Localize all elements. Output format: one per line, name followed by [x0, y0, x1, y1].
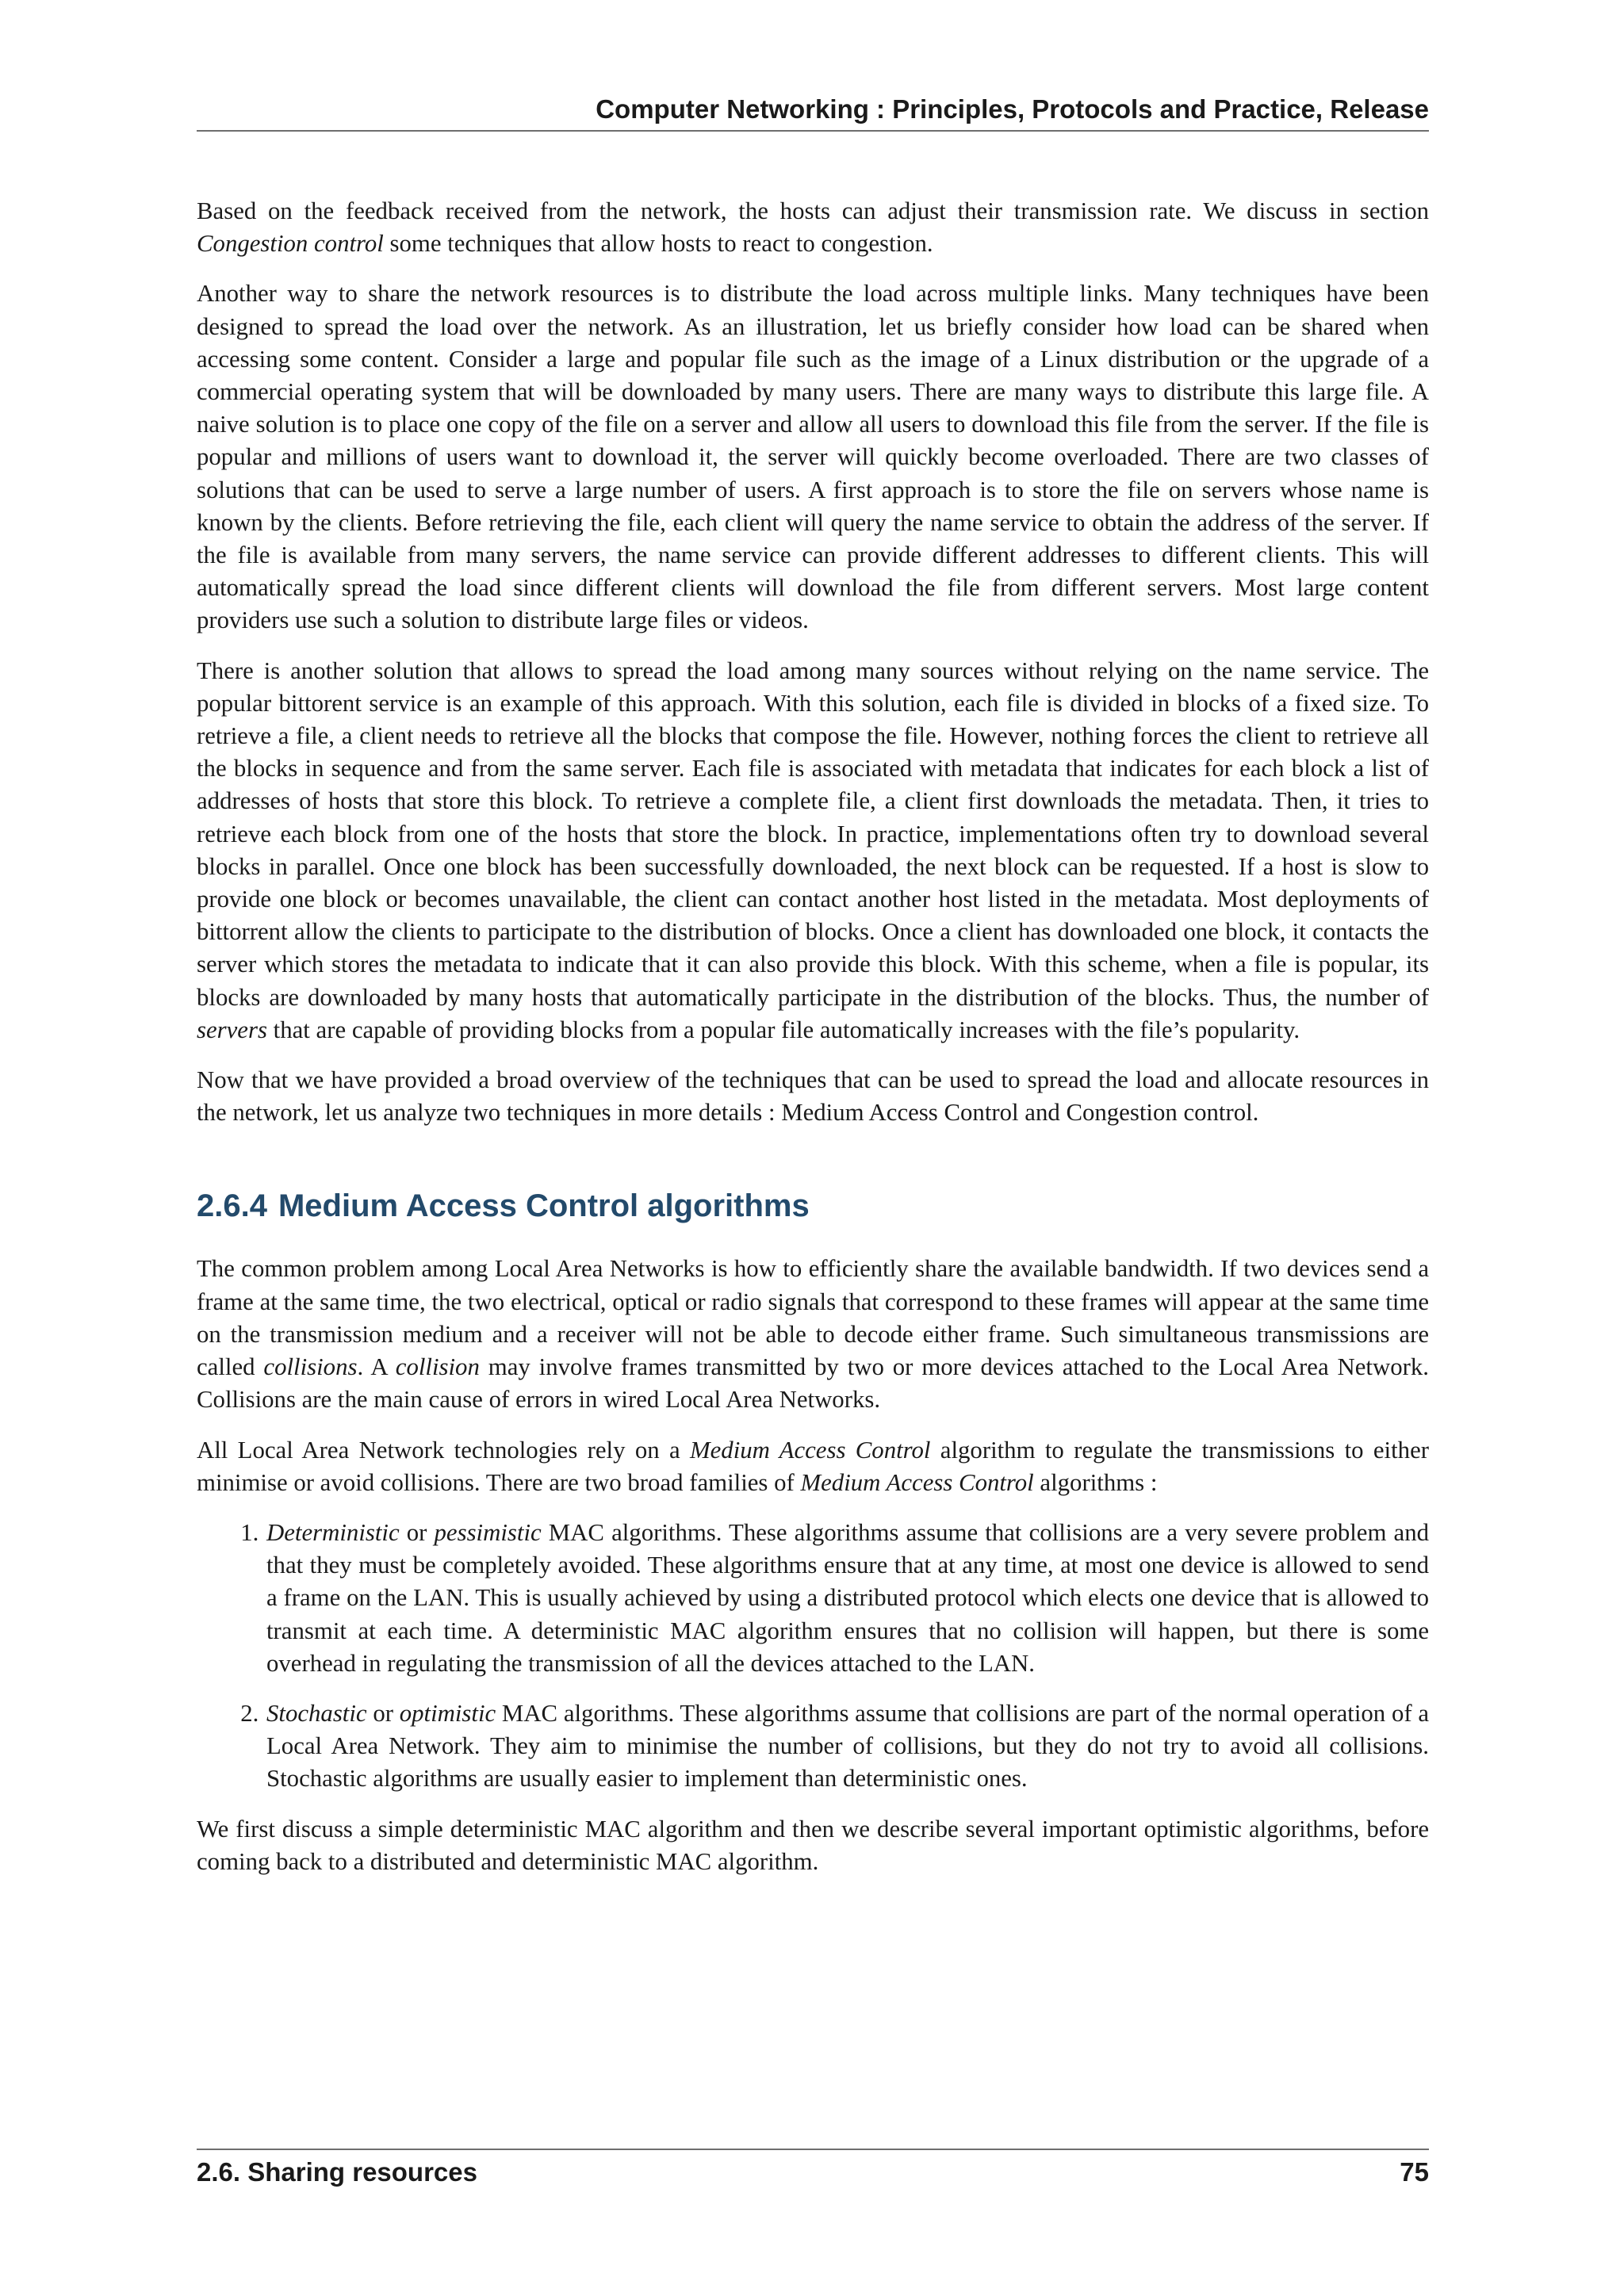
paragraph-lan-problem [197, 1253, 1429, 1416]
text: . A [357, 1353, 396, 1381]
list-item [265, 1697, 1429, 1796]
text: or [366, 1699, 400, 1727]
emphasis: pessimistic [434, 1518, 542, 1546]
text: Based on the feedback received from the network, the hosts can adjust their transmission rate. We discuss in section [197, 197, 1429, 224]
footer-section: 2.6. Sharing resources [197, 2157, 477, 2187]
page-body [197, 195, 1429, 1896]
page-number: 75 [1400, 2157, 1429, 2187]
paragraph-feedback [197, 195, 1429, 260]
paragraph-overview: Now that we have provided a broad overview of the techniques that can be used to spread the load and allocate resources in the network, let us analyze two techniques in more details : Medium Access Control and Congestion control. [197, 1066, 1429, 1127]
list-item [265, 1517, 1429, 1680]
paragraph-load-distribution: Another way to share the network resources is to distribute the load across multiple links. Many techniques have been designed to spread the load over the network. As an illustration, let us briefly consider how load can be shared when accessing some content. Consider a large and popular file such as the image of a Linux distribution or the upgrade of a commercial operating system that will be downloaded by many users. There are many ways to distribute this large file. A naive solution is to place one copy of the file on a server and allow all users to download this file from the server. If the file is popular and millions of users want to download it, the server will quickly become overloaded. There are two classes of solutions that can be used to serve a large number of users. A first approach is to store the file on servers whose name is known by the clients. Before retrieving the file, each client will query the name service to obtain the address of the server. If the file is available from many servers, the name service can provide different addresses to different clients. This will automatically spread the load since different clients will download the file from different servers. Most large content providers use such a solution to distribute large files or videos. [197, 280, 1429, 634]
text: algorithm to regulate the transmissions to either minimise or avoid collisions. There are two broad families of [197, 1436, 1429, 1496]
text: All Local Area Network technologies rely on a [197, 1436, 690, 1464]
text: MAC algorithms. These algorithms assume that collisions are a very severe problem and that they must be completely avoided. These algorithms ensure that at any time, at most one device is allowed to send a frame on the LAN. This is usually achieved by using a distributed protocol which elects one device that is allowed to transmit at each time. A deterministic MAC algorithm ensures that no collision will happen, but there is some overhead in regulating the transmission of all the devices attached to the LAN. [266, 1518, 1429, 1677]
emphasis: Deterministic [266, 1518, 400, 1546]
section-title: Medium Access Control algorithms [278, 1188, 810, 1224]
congestion-control-link[interactable]: Congestion control [197, 230, 384, 258]
emphasis: Medium Access Control [800, 1468, 1034, 1496]
section-number: 2.6.4 [197, 1188, 267, 1224]
emphasis: collision [395, 1353, 480, 1381]
text: some techniques that allow hosts to react to congestion. [383, 230, 933, 258]
emphasis: optimistic [399, 1699, 496, 1727]
paragraph-outline: We first discuss a simple deterministic MAC algorithm and then we describe several important optimistic algorithms, before coming back to a distributed and deterministic MAC algorithm. [197, 1815, 1429, 1875]
text: MAC algorithms. These algorithms assume that collisions are part of the normal operation of a Local Area Network. They aim to minimise the number of collisions, but they do not try to avoid all collisions. Stochastic algorithms are usually easier to implement than deterministic ones. [266, 1699, 1429, 1793]
text: There is another solution that allows to spread the load among many sources without relying on the name service. The popular bittorent service is an example of this approach. With this solution, each file is divided in blocks of a fixed size. To retrieve a file, a client needs to retrieve all the blocks that compose the file. However, nothing forces the client to retrieve all the blocks in sequence and from the same server. Each file is associated with metadata that indicates for each block a list of addresses of hosts that store this block. To retrieve a complete file, a client first downloads the metadata. Then, it tries to retrieve each block from one of the hosts that store the block. In practice, implementations often try to download several blocks in parallel. Once one block has been successfully downloaded, the next block can be requested. If a host is slow to provide one block or becomes unavailable, the client can contact another host listed in the metadata. Most deployments of bittorrent allow the clients to participate to the distribution of blocks. Once a client has downloaded one block, it contacts the server which stores the metadata to indicate that it can also provide this block. With this scheme, when a file is popular, its blocks are downloaded by many hosts that automatically participate in the distribution of the blocks. Thus, the number of [197, 656, 1429, 1011]
paragraph-mac-families [197, 1434, 1429, 1499]
section-heading [197, 1186, 1429, 1226]
text: may involve frames transmitted by two or more devices attached to the Local Area Network. Collisions are the main cause of errors in wired Local Area Networks. [197, 1353, 1429, 1414]
text: algorithms : [1033, 1468, 1158, 1496]
emphasis: Stochastic [266, 1699, 367, 1727]
emphasis: servers [197, 1016, 267, 1043]
text: or [399, 1518, 435, 1546]
running-header: Computer Networking : Principles, Protocols and Practice, Release [197, 89, 1429, 132]
text: that are capable of providing blocks from a popular file automatically increases with the file’s popularity. [266, 1016, 1300, 1043]
mac-algorithm-list [197, 1517, 1429, 1796]
emphasis: Medium Access Control [689, 1436, 931, 1464]
emphasis: collisions [263, 1353, 358, 1381]
paragraph-bittorrent [197, 655, 1429, 1047]
page-footer [197, 2149, 1429, 2195]
text: The common problem among Local Area Networks is how to efficiently share the available bandwidth. If two devices send a frame at the same time, the two electrical, optical or radio signals that correspond to these frames will appear at the same time on the transmission medium and a receiver will not be able to decode either frame. Such simultaneous transmissions are called [197, 1255, 1429, 1381]
